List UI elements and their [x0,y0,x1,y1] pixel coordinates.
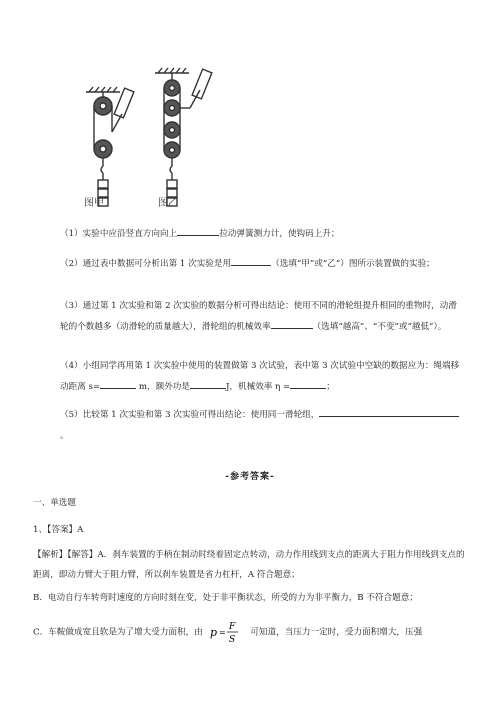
answer-blank-1 [177,225,219,236]
answer-blank-4c [290,378,326,389]
formula-eq: = [218,628,226,637]
formula-denominator: S [228,635,235,644]
figure-label-yi: 图乙 [158,198,178,209]
question-4-text-d: ； [326,382,335,392]
analysis-c-text-b: 可知道，当压力一定时，受力面积增大，压强 [250,627,423,638]
question-5 [60,405,460,447]
analysis-option-b: B．电动自行车转弯时速度的方向时刻在变，处于非平衡状态，所受的力为非平衡力，B 不符合题意； [33,593,418,603]
question-2-text-b: （选填“甲”或“乙”）图所示装置做的实验； [271,259,435,269]
answer-item-1: 1、【答案】A [33,525,84,535]
formula-numerator: F [228,622,235,632]
section-heading: 一、单选题 [33,498,76,508]
answers-title: -参考答案- [225,472,275,482]
pulley-figure [78,62,218,210]
question-3 [60,296,460,338]
question-4-text-b: m，额外功是 [136,382,190,392]
question-1 [60,224,460,245]
question-1-text-a: （1）实验中应沿竖直方向向上 [60,229,178,239]
question-3-text-a: （3）通过第 1 次实验和第 2 次实验的数据分析可得出结论：使用不同的滑轮组提升相同的重物时，动滑轮的个数越多（动滑轮的质量越大），滑轮组的机械效率 [60,301,457,332]
answer-blank-4b [190,378,226,389]
question-2 [60,254,460,275]
question-2-text-a: （2）通过表中数据可分析出第 1 次实验是用 [60,259,232,269]
figure-label-jia: 图甲 [84,198,104,209]
answer-blank-5 [319,406,459,417]
question-3-text-b: （选填“越高”、“不变”或“越低”）。 [312,322,447,332]
analysis-option-c [33,620,473,644]
question-1-text-b: 拉动弹簧测力计，使钩码上升； [219,229,340,239]
analysis-c-text-a: C．车鞍做成宽且软是为了增大受力面积，由 [33,627,203,638]
formula-p: p [209,626,217,639]
question-5-text-a: （5）比较第 1 次实验和第 3 次实验可得出结论：使用同一滑轮组， [60,410,320,420]
question-5-text-b: 。 [60,431,69,441]
question-4 [60,356,460,398]
answer-blank-3 [271,318,313,329]
question-4-text-c: J，机械效率 η = [225,382,291,392]
answer-blank-2 [231,255,271,266]
question-4-text-a: （4）小组同学再用第 1 次实验中使用的装置做第 3 次试验，表中第 3 次试验中空缺的数据应为：绳端移动距离 s= [60,361,460,392]
analysis-option-a: 【解析】【解答】A．刹车装置的手柄在制动时绕着固定点转动，动力作用线到支点的距离大于阻力作用线到支点的距离，即动力臂大于阻力臂，所以刹车装置是省力杠杆，A 符合题意； [33,550,465,580]
pressure-formula [208,620,246,644]
spring-scale-yi [192,69,212,99]
answer-blank-4a [100,378,136,389]
